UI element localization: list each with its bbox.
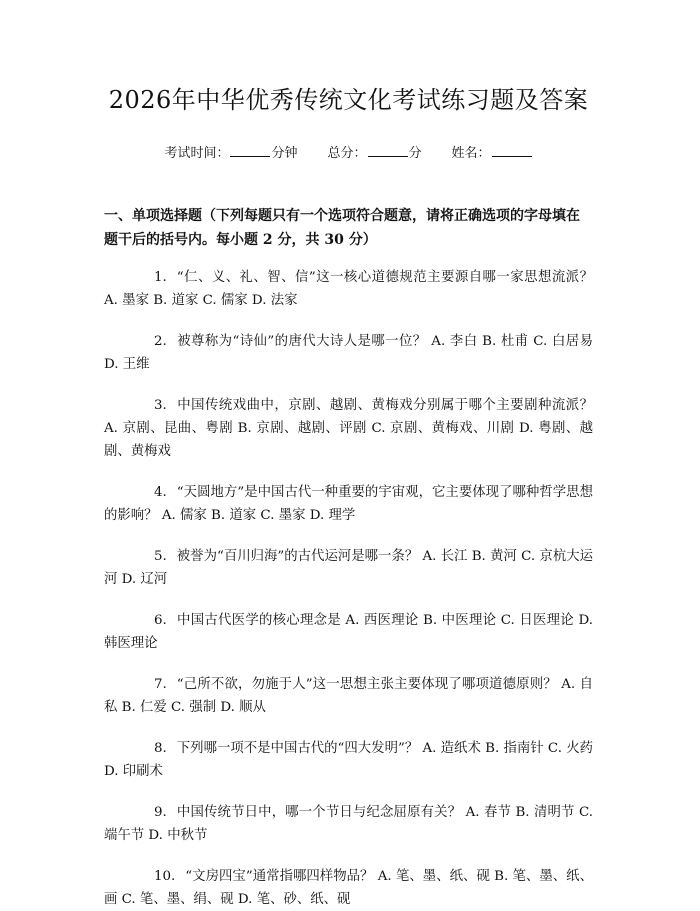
exam-time-blank[interactable]: [230, 142, 270, 157]
exam-time-unit: 分钟: [271, 146, 298, 161]
question-text: “己所不欲，勿施于人”这一思想主张主要体现了哪项道德原则？ A. 自私 B. 仁爱 C. 强制 D. 顺从: [104, 677, 593, 715]
question-number: 7.: [154, 677, 167, 692]
name-blank[interactable]: [492, 142, 532, 157]
question-text: 中国传统节日中，哪一个节日与纪念屈原有关？ A. 春节 B. 清明节 C. 端午节 D. 中秋节: [104, 805, 593, 843]
question-number: 8.: [154, 741, 167, 756]
question-item: [104, 545, 593, 591]
question-number: 10.: [154, 869, 176, 884]
question-item: [104, 737, 593, 783]
question-item: [104, 673, 593, 719]
total-score-field: [327, 142, 421, 164]
question-list: [104, 266, 593, 911]
document-title: 2026年中华优秀传统文化考试练习题及答案: [108, 86, 589, 114]
question-item: [104, 865, 593, 911]
question-item: [104, 266, 593, 312]
total-score-unit: 分: [408, 146, 422, 161]
question-number: 9.: [154, 805, 167, 820]
question-text: “仁、义、礼、智、信”这一核心道德规范主要源自哪一家思想流派？ A. 墨家 B. 道家 C. 儒家 D. 法家: [104, 270, 593, 308]
section-heading: 一、单项选择题（下列每题只有一个选项符合题意，请将正确选项的字母填在题干后的括号内。每小题 2 分，共 30 分）: [104, 208, 580, 248]
question-item: [104, 394, 593, 463]
question-text: 被尊称为“诗仙”的唐代大诗人是哪一位？ A. 李白 B. 杜甫 C. 白居易 D. 王维: [104, 334, 593, 372]
name-label: 姓名：: [451, 146, 491, 161]
question-number: 5.: [154, 549, 167, 564]
question-item: [104, 330, 593, 376]
question-item: [104, 609, 593, 655]
exam-time-label: 考试时间：: [164, 146, 230, 161]
total-score-label: 总分：: [327, 146, 367, 161]
question-text: 被誉为“百川归海”的古代运河是哪一条？ A. 长江 B. 黄河 C. 京杭大运河 D. 辽河: [104, 549, 593, 587]
question-number: 2.: [154, 334, 167, 349]
question-text: 中国传统戏曲中，京剧、越剧、黄梅戏分别属于哪个主要剧种流派？ A. 京剧、昆曲、粤剧 B. 京剧、越剧、评剧 C. 京剧、黄梅戏、川剧 D. 粤剧、越剧、黄梅戏: [104, 398, 593, 459]
question-item: [104, 481, 593, 527]
question-number: 3.: [154, 398, 167, 413]
exam-time-field: [164, 142, 297, 164]
question-number: 6.: [154, 613, 167, 628]
exam-meta-line: [104, 142, 593, 164]
question-number: 4.: [154, 485, 167, 500]
question-text: “文房四宝”通常指哪四样物品？ A. 笔、墨、纸、砚 B. 笔、墨、纸、画 C. 笔、墨、绢、砚 D. 笔、砂、纸、砚: [104, 869, 593, 907]
question-text: 下列哪一项不是中国古代的“四大发明”？ A. 造纸术 B. 指南针 C. 火药 D. 印刷术: [104, 741, 593, 779]
question-number: 1.: [154, 270, 167, 285]
name-field: [452, 142, 533, 164]
question-text: 中国古代医学的核心理念是 A. 西医理论 B. 中医理论 C. 日医理论 D. 韩医理论: [104, 613, 593, 651]
total-score-blank[interactable]: [368, 142, 408, 157]
question-text: “天圆地方”是中国古代一种重要的宇宙观，它主要体现了哪种哲学思想的影响？ A. 儒家 B. 道家 C. 墨家 D. 理学: [104, 485, 593, 523]
question-item: [104, 801, 593, 847]
